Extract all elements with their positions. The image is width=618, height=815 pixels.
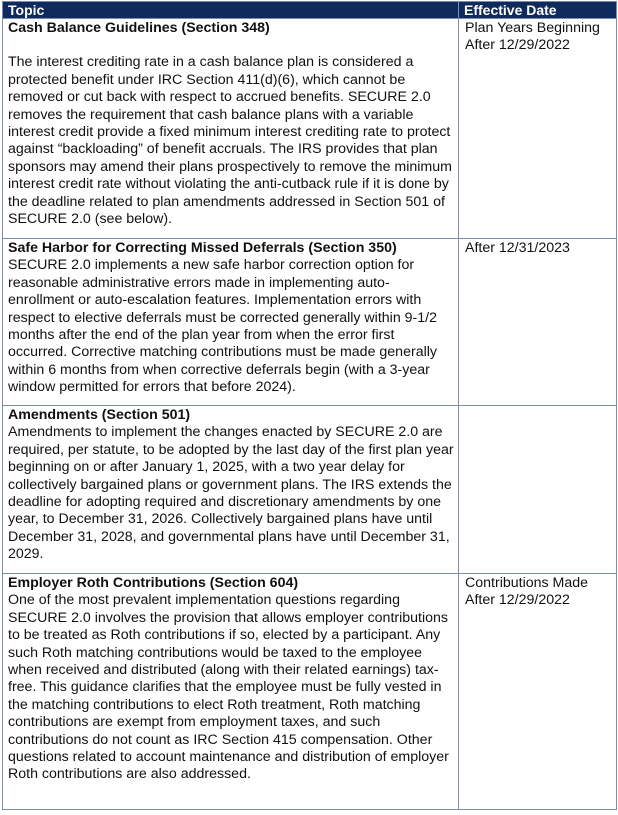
guidance-table bbox=[2, 1, 617, 810]
effective-date-cell bbox=[459, 239, 617, 406]
topic-cell bbox=[3, 239, 459, 406]
table-row bbox=[3, 239, 617, 406]
effective-date-cell bbox=[459, 406, 617, 574]
row-body: SECURE 2.0 implements a new safe harbor correction option for reasonable administrative errors made in implementing auto-enrollment or auto-escalation features. Implementation errors with respect to elective deferrals must be corrected generally within 9-1/2 months after the end of the plan year from when the error first occurred. Corrective matching contributions must be made generally within 6 months from when corrective deferrals begin (with a 3-year window permitted for errors that before 2024). bbox=[8, 257, 437, 396]
date-line: After 12/29/2022 bbox=[465, 37, 570, 54]
row-title: Safe Harbor for Correcting Missed Deferrals (Section 350) bbox=[8, 240, 397, 256]
row-title: Cash Balance Guidelines (Section 348) bbox=[8, 20, 270, 36]
topic-cell bbox=[3, 19, 459, 239]
row-title: Amendments (Section 501) bbox=[8, 407, 191, 423]
header-effective-date: Effective Date bbox=[459, 2, 617, 19]
date-line: Plan Years Beginning bbox=[465, 20, 600, 36]
table-row bbox=[3, 19, 617, 239]
effective-date-cell bbox=[459, 19, 617, 239]
date-line: After 12/31/2023 bbox=[465, 240, 570, 256]
row-body: One of the most prevalent implementation questions regarding SECURE 2.0 involves the provision that allows employer contributions to be treated as Roth contributions if so, elected by a participant. Any such Roth matching contributions would be taxed to the employee when received and distributed (along with their related earnings) tax-free. This guidance clarifies that the employee must be fully vested in the matching contributions to elect Roth treatment, Roth matching contributions are exempt from employment taxes, and such contributions do not count as IRC Section 415 compensation. Other questions related to account maintenance and distribution of employer Roth contributions are also addressed. bbox=[8, 592, 449, 783]
effective-date-cell bbox=[459, 574, 617, 810]
table-header bbox=[3, 2, 617, 19]
table-row bbox=[3, 406, 617, 574]
header-topic: Topic bbox=[3, 2, 459, 19]
topic-cell bbox=[3, 406, 459, 574]
date-line: Contributions Made bbox=[465, 575, 589, 591]
header-row bbox=[3, 2, 617, 19]
row-body: Amendments to implement the changes enacted by SECURE 2.0 are required, per statute, to be adopted by the last day of the first plan year beginning on or after January 1, 2025, with a two year delay for collectively bargained plans or government plans. The IRS extends the deadline for adopting required and discretionary amendments by one year, to December 31, 2026. Collectively bargained plans have until December 31, 2028, and governmental plans have until December 31, 2029. bbox=[8, 424, 454, 563]
row-title: Employer Roth Contributions (Section 604) bbox=[8, 575, 299, 591]
table-row bbox=[3, 574, 617, 810]
paragraph-spacer bbox=[8, 37, 454, 54]
topic-cell bbox=[3, 574, 459, 810]
row-body: The interest crediting rate in a cash balance plan is considered a protected benefit under IRC Section 411(d)(6), which cannot be removed or cut back with respect to accrued benefits. SECURE 2.0 removes the requirement that cash balance plans with a variable interest credit provide a fixed minimum interest crediting rate to protect against “backloading” of benefit accruals. The IRS provides that plan sponsors may amend their plans prospectively to remove the minimum interest credit rate without violating the anti-cutback rule if it is done by the deadline related to plan amendments addressed in Section 501 of SECURE 2.0 (see below). bbox=[8, 54, 452, 228]
date-line: After 12/29/2022 bbox=[465, 592, 570, 609]
